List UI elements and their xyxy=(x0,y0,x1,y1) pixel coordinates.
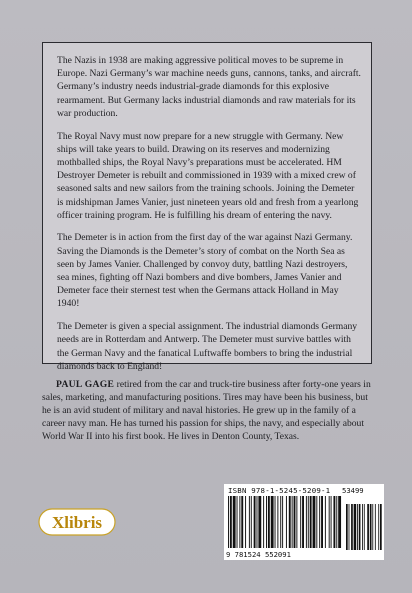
barcode-bar xyxy=(310,496,312,548)
addon-bar xyxy=(378,504,379,550)
addon-bar xyxy=(367,504,369,550)
barcode-bar xyxy=(321,496,323,548)
isbn-label: ISBN 978-1-5245-5209-1 xyxy=(228,486,331,495)
blurb-paragraph-1: The Nazis in 1938 are making aggressive political moves to be supreme in Europe. Nazi Germany’s war machine needs guns, cannons, tanks, and aircraft. Germany’s industry needs industrial-grade diamonds for this explosive rearmament. But Germany lacks industrial diamonds and raw materials for its war production. xyxy=(57,55,361,119)
blurb-paragraph-3: The Demeter is in action from the first day of the war against Nazi Germany. Saving the Diamonds is the Demeter’s story of combat on the North Sea as seen by James Vanier. Challenged by convoy duty, battling Nazi destroyers, sea mines, fighting off Nazi bombers and dive bombers, James Vanier and Demeter face their sternest test when the Germans attack Holland in May 1940! xyxy=(57,232,353,310)
price-addon-code: 53499 xyxy=(342,486,364,495)
addon-bar xyxy=(375,504,376,550)
addon-bar xyxy=(359,504,361,550)
barcode xyxy=(228,496,382,552)
barcode-bar xyxy=(230,496,232,548)
author-name: PAUL GAGE xyxy=(56,379,115,390)
barcode-bar xyxy=(316,496,317,548)
barcode-bar xyxy=(241,496,243,548)
barcode-bar xyxy=(292,496,293,548)
barcode-bar xyxy=(286,496,287,548)
barcode-bar xyxy=(254,496,256,548)
barcode-bar xyxy=(302,496,304,548)
addon-bar xyxy=(380,504,382,550)
barcode-bar xyxy=(251,496,252,548)
barcode-bar xyxy=(258,496,261,548)
barcode-bar xyxy=(306,496,307,548)
barcode-bar xyxy=(271,496,274,548)
blurb-paragraph-2: The Royal Navy must now prepare for a new struggle with Germany. New ships will take years to build. Drawing on its reserves and modernizing mothballed ships, the Royal Navy’s preparations must be accelerated. HM Destroyer Demeter is rebuilt and commissioned in 1939 with a mixed crew of seasoned salts and new sailors from the training schools. Joining the Demeter is midshipman James Vanier, just nineteen years old and fresh from a yearlong officer training program. He is fulfilling his dream of entering the navy. xyxy=(57,130,359,221)
barcode-bar xyxy=(228,496,229,548)
addon-bar xyxy=(354,504,357,550)
barcode-bar xyxy=(245,496,246,548)
barcode-bar xyxy=(289,496,291,548)
barcode-bar xyxy=(277,496,278,548)
barcode-bar xyxy=(268,496,270,548)
barcode-bar xyxy=(294,496,296,548)
barcode-bar xyxy=(300,496,301,548)
addon-bar xyxy=(364,504,365,550)
addon-bar xyxy=(351,504,353,550)
barcode-bar xyxy=(313,496,316,548)
addon-bar xyxy=(349,504,350,550)
barcode-bar xyxy=(308,496,309,548)
barcode-bar xyxy=(249,496,250,548)
barcode-bar xyxy=(263,496,264,548)
barcode-bar xyxy=(336,496,337,548)
addon-bar xyxy=(362,504,363,550)
barcode-bar xyxy=(257,496,258,548)
blurb-paragraph-4: The Demeter is given a special assignment. The industrial diamonds Germany needs are in Rotterdam and Antwerp. The Demeter must survive battles with the German Navy and the fanatical Luftwaffe bombers to bring the industrial diamonds back to England! xyxy=(57,321,358,372)
barcode-bar xyxy=(329,496,330,548)
barcode-bar xyxy=(280,496,281,548)
publisher-logo xyxy=(38,507,116,537)
barcode-bar xyxy=(266,496,267,548)
publisher-logo-text: Xlibris xyxy=(51,513,103,532)
addon-bar xyxy=(346,504,348,550)
barcode-bar xyxy=(331,496,332,548)
barcode-bar xyxy=(239,496,240,548)
barcode-bar xyxy=(319,496,320,548)
barcode-bar xyxy=(275,496,276,548)
addon-bar xyxy=(357,504,358,550)
barcode-bar xyxy=(233,496,236,548)
barcode-number: 9 781524 552091 xyxy=(226,550,291,559)
barcode-bar xyxy=(282,496,283,548)
addon-bar xyxy=(370,504,372,550)
addon-bar xyxy=(372,504,373,550)
author-bio-text: retired from the car and truck-tire business after forty-one years in sales, marketing, and manufacturing positions. Tires may have been his business, but he is an avid student of military and naval histories. He grew up in the family of a career navy man. He has turned his passion for ships, the navy, and especially about World War II into his first book. He lives in Denton County, Texas. xyxy=(42,379,371,443)
barcode-bar xyxy=(237,496,238,548)
barcode-bar xyxy=(325,496,326,548)
barcode-bar xyxy=(333,496,335,548)
barcode-bar xyxy=(338,496,341,548)
author-bio xyxy=(42,378,374,443)
blurb-text xyxy=(57,54,361,382)
barcode-bar xyxy=(296,496,297,548)
